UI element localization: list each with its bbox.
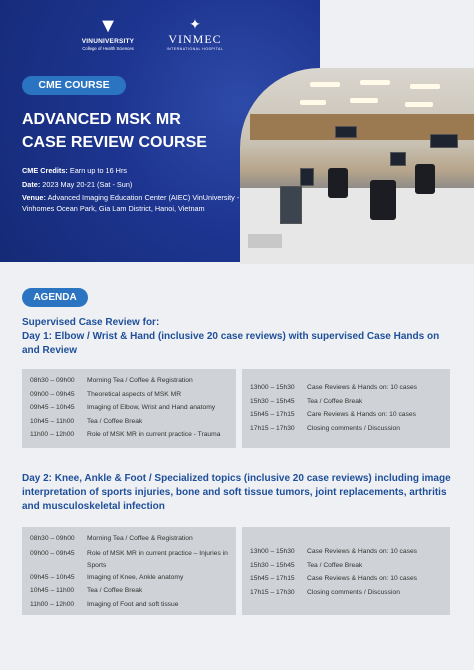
schedule-row xyxy=(250,422,442,436)
schedule-activity: Role of MSK MR in current practice – Injuries in Sports xyxy=(87,549,228,569)
classroom-photo xyxy=(240,68,474,264)
schedule-row xyxy=(250,381,442,395)
schedule-time: 08h30 – 09h00 xyxy=(30,535,75,543)
schedule-activity: Closing comments / Discussion xyxy=(307,424,400,432)
schedule-time: 15h45 – 17h15 xyxy=(250,411,295,419)
schedule-time: 15h45 – 17h15 xyxy=(250,575,295,583)
schedule-row xyxy=(30,546,228,571)
schedule-row xyxy=(250,572,442,586)
schedule-time: 09h45 – 10h45 xyxy=(30,404,75,412)
schedule-row xyxy=(30,415,228,429)
schedule-time: 17h15 – 17h30 xyxy=(250,424,295,432)
day1-afternoon-schedule xyxy=(242,369,450,448)
schedule-time: 13h00 – 15h30 xyxy=(250,548,295,556)
schedule-activity: Morning Tea / Coffee & Registration xyxy=(87,535,193,543)
schedule-time: 10h45 – 11h00 xyxy=(30,587,75,595)
schedule-row xyxy=(250,586,442,600)
schedule-activity: Morning Tea / Coffee & Registration xyxy=(87,377,193,385)
schedule-time: 10h45 – 11h00 xyxy=(30,417,75,425)
schedule-activity: Case Reviews & Hands on: 10 cases xyxy=(307,548,418,556)
day2-heading: Day 2: Knee, Ankle & Foot / Specialized topics (inclusive 20 case reviews) including image interpretation of sports injuries, bone and soft tissue tumors, joint replacements, arthritis and musculoskeletal infection xyxy=(22,473,451,512)
course-date: Date: 2023 May 20-21 (Sat - Sun) xyxy=(22,179,133,189)
hero-section xyxy=(0,0,474,262)
course-info xyxy=(22,166,252,217)
day2-morning-schedule xyxy=(22,527,236,615)
schedule-time: 15h30 – 15h45 xyxy=(250,397,295,405)
schedule-row xyxy=(30,598,228,612)
vinuniversity-logo: ▼ VINUNIVERSITY College of Health Sciences xyxy=(78,16,138,51)
schedule-row xyxy=(30,374,228,388)
schedule-row xyxy=(30,584,228,598)
schedule-activity: Care Reviews & Hands on: 10 cases xyxy=(307,411,416,419)
schedule-activity: Theoretical aspects of MSK MR xyxy=(87,390,182,398)
schedule-time: 08h30 – 09h00 xyxy=(30,377,75,385)
schedule-row xyxy=(250,545,442,559)
vinmec-logo: ✦ VINMEC INTERNATIONAL HOSPITAL xyxy=(160,16,230,51)
schedule-time: 11h00 – 12h00 xyxy=(30,600,75,608)
schedule-activity: Imaging of Elbow, Wrist and Hand anatomy xyxy=(87,404,216,412)
schedule-row xyxy=(30,571,228,585)
schedule-activity: Tea / Coffee Break xyxy=(307,397,363,405)
day2-afternoon-schedule xyxy=(242,527,450,615)
schedule-time: 13h00 – 15h30 xyxy=(250,384,295,392)
day1-heading: Supervised Case Review for: Day 1: Elbow / Wrist & Hand (inclusive 20 case reviews) with supervised Case Hands on and Review xyxy=(22,317,440,356)
agenda-badge: AGENDA xyxy=(22,288,88,307)
course-venue: Venue: Advanced Imaging Education Center (AIEC) VinUniversity - Vinhomes Ocean Park, Gia Lam District, Hanoi, Vietnam xyxy=(22,193,240,213)
schedule-activity: Imaging of Knee, Ankle anatomy xyxy=(87,573,184,581)
schedule-time: 09h00 – 09h45 xyxy=(30,390,75,398)
schedule-activity: Imaging of Foot and soft tissue xyxy=(87,600,179,608)
schedule-row xyxy=(30,401,228,415)
schedule-row xyxy=(30,532,228,546)
course-title: ADVANCED MSK MR CASE REVIEW COURSE xyxy=(22,111,207,151)
schedule-activity: Closing comments / Discussion xyxy=(307,588,400,596)
schedule-activity: Tea / Coffee Break xyxy=(307,561,363,569)
schedule-row xyxy=(250,395,442,409)
schedule-activity: Tea / Coffee Break xyxy=(87,587,143,595)
schedule-activity: Tea / Coffee Break xyxy=(87,417,143,425)
vinmec-bird-icon: ✦ xyxy=(189,16,201,32)
schedule-time: 09h45 – 10h45 xyxy=(30,573,75,581)
schedule-activity: Case Reviews & Hands on: 10 cases xyxy=(307,384,418,392)
schedule-time: 17h15 – 17h30 xyxy=(250,588,295,596)
schedule-time: 09h00 – 09h45 xyxy=(30,549,75,557)
schedule-row xyxy=(30,428,228,442)
schedule-activity: Case Reviews & Hands on: 10 cases xyxy=(307,575,418,583)
vin-v-icon: ▼ xyxy=(98,15,118,37)
schedule-time: 15h30 – 15h45 xyxy=(250,561,295,569)
cme-course-badge: CME COURSE xyxy=(22,76,126,95)
schedule-time: 11h00 – 12h00 xyxy=(30,431,75,439)
schedule-row xyxy=(250,559,442,573)
day1-morning-schedule xyxy=(22,369,236,448)
schedule-row xyxy=(250,408,442,422)
schedule-row xyxy=(30,388,228,402)
cme-credits: CME Credits: Earn up to 16 Hrs xyxy=(22,166,128,175)
schedule-activity: Role of MSK MR in current practice - Trauma xyxy=(87,431,221,439)
